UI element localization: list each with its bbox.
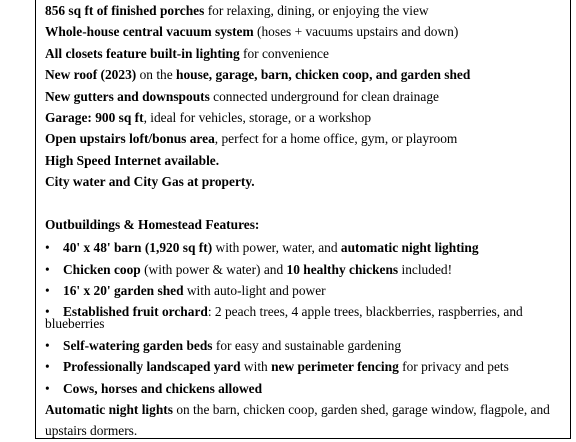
coop-included: included!	[398, 261, 453, 277]
coop-text: (with power & water) and	[140, 261, 287, 277]
feature-garage	[45, 107, 565, 128]
shed-size: 16' x 20' garden shed	[63, 283, 184, 299]
barn-size: 40' x 48' barn (1,920 sq ft)	[63, 240, 213, 256]
coop-chickens: 10 healthy chickens	[286, 261, 399, 277]
list-item-orchard	[45, 302, 565, 335]
feature-loft-bold: Open upstairs loft/bonus area	[45, 131, 215, 147]
orchard-label: Established fruit orchard	[63, 303, 208, 319]
paragraph-spacer	[45, 193, 565, 214]
coop-label: Chicken coop	[63, 261, 141, 277]
landscaping-text: with	[240, 359, 272, 375]
feature-loft-text: , perfect for a home office, gym, or playroom	[214, 131, 458, 147]
bullet-icon: •	[45, 337, 50, 353]
feature-gutters-bold: New gutters and downspouts	[45, 88, 210, 104]
feature-closet-lighting-text: for convenience	[239, 45, 329, 61]
night-lights-bold: Automatic night lights	[45, 402, 173, 418]
feature-garage-text: , ideal for vehicles, storage, or a workshop	[143, 110, 372, 126]
bullet-icon: •	[45, 261, 50, 277]
feature-gutters	[45, 86, 565, 107]
shed-text: with auto-light and power	[183, 283, 326, 299]
feature-gutters-text: connected underground for clean drainage	[209, 88, 439, 104]
feature-porches-text: for relaxing, dining, or enjoying the view	[204, 3, 429, 18]
livestock-label: Cows, horses and chickens allowed	[63, 380, 263, 396]
list-item-garden-beds	[45, 335, 565, 356]
feature-new-roof-bold: New roof (2023)	[45, 67, 137, 83]
feature-internet	[45, 150, 565, 171]
bullet-icon: •	[45, 303, 50, 319]
feature-new-roof-text: on the	[136, 67, 177, 83]
fencing-label: new perimeter fencing	[271, 359, 399, 375]
feature-utilities	[45, 171, 565, 192]
outbuildings-heading: Outbuildings & Homestead Features:	[45, 217, 260, 233]
night-lights-paragraph	[45, 399, 565, 442]
feature-closet-lighting-bold: All closets feature built-in lighting	[45, 45, 240, 61]
list-item-livestock	[45, 378, 565, 399]
list-item-barn	[45, 237, 565, 258]
night-lights-text: on the barn, chicken coop, garden shed, garage window, flagpole, and upstairs dormers.	[45, 402, 550, 439]
list-item-chicken-coop	[45, 259, 565, 280]
list-item-garden-shed	[45, 280, 565, 301]
feature-central-vacuum	[45, 21, 565, 42]
feature-loft	[45, 128, 565, 149]
feature-utilities-bold: City water and City Gas at property.	[45, 174, 255, 190]
barn-text: with power, water, and	[212, 240, 341, 256]
bullet-icon: •	[45, 380, 50, 396]
landscaping-label: Professionally landscaped yard	[63, 359, 241, 375]
feature-central-vacuum-bold: Whole-house central vacuum system	[45, 24, 254, 40]
feature-new-roof	[45, 64, 565, 85]
bullet-icon: •	[45, 283, 50, 299]
outbuildings-list	[45, 237, 565, 399]
document-body	[45, 0, 565, 442]
feature-internet-bold: High Speed Internet available.	[45, 152, 220, 168]
orchard-text: : 2 peach trees, 4 apple trees, blackberries, raspberries, and blueberries	[45, 303, 523, 332]
bullet-icon: •	[45, 359, 50, 375]
garden-beds-label: Self-watering garden beds	[63, 337, 213, 353]
feature-garage-bold: Garage: 900 sq ft	[45, 110, 144, 126]
list-item-landscaping	[45, 356, 565, 377]
bullet-icon: •	[45, 240, 50, 256]
feature-porches-bold: 856 sq ft of finished porches	[45, 3, 205, 18]
barn-lighting: automatic night lighting	[340, 240, 479, 256]
fencing-text: for privacy and pets	[398, 359, 509, 375]
feature-porches	[45, 0, 565, 21]
feature-central-vacuum-text: (hoses + vacuums upstairs and down)	[253, 24, 459, 40]
feature-new-roof-buildings: house, garage, barn, chicken coop, and garden shed	[176, 67, 471, 83]
feature-closet-lighting	[45, 43, 565, 64]
garden-beds-text: for easy and sustainable gardening	[212, 337, 402, 353]
